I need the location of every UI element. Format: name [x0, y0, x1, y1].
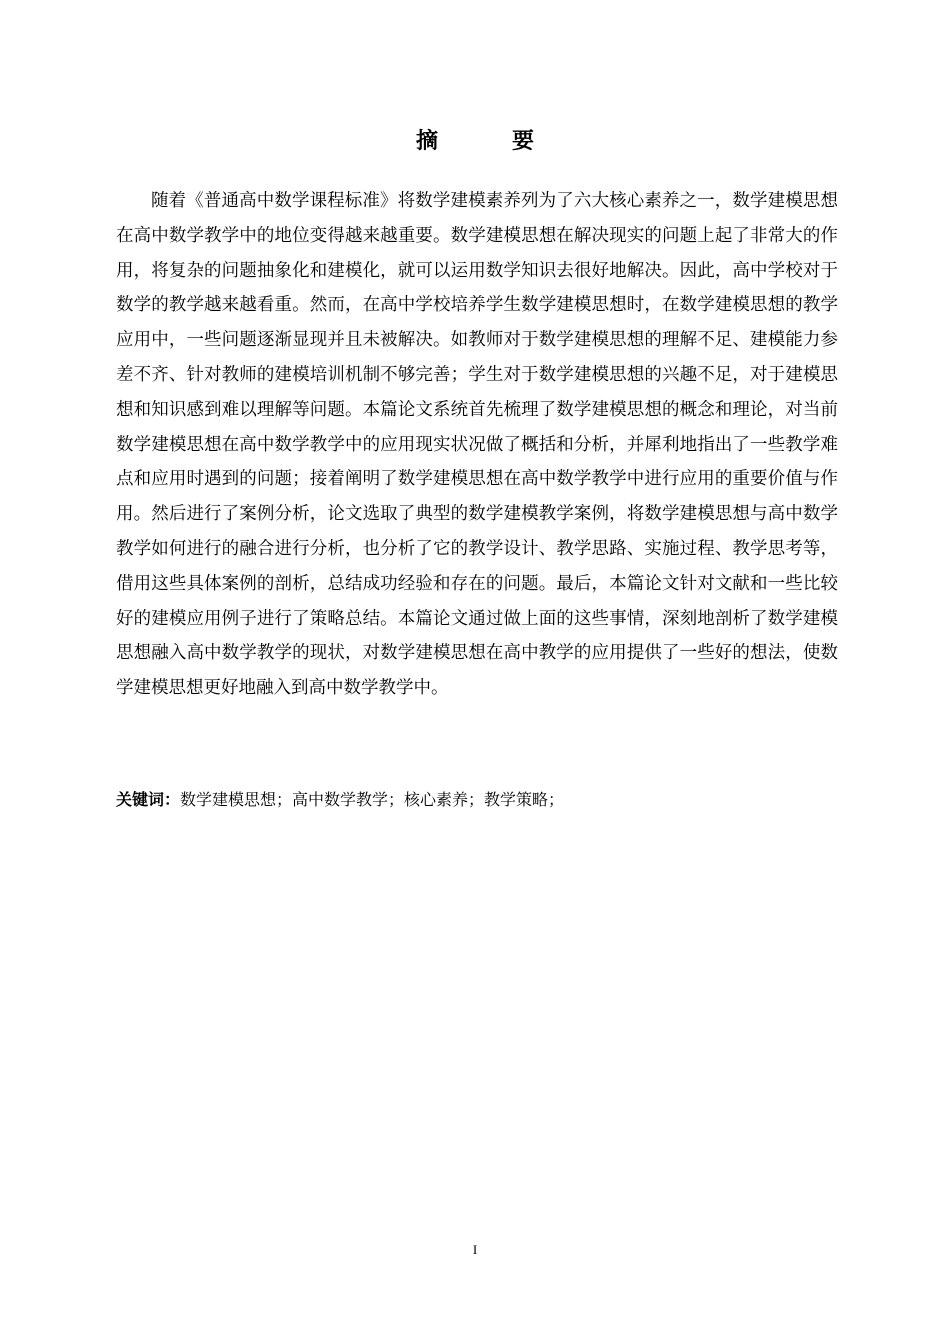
keywords-text: 数学建模思想；高中数学教学；核心素养；教学策略； [180, 790, 565, 809]
abstract-title: 摘 要 [415, 129, 560, 154]
abstract-body: 随着《普通高中数学课程标准》将数学建模素养列为了六大核心素养之一，数学建模思想在高中数学教学中的地位变得越来越重要。数学建模思想在解决现实的问题上起了非常大的作用，将复杂的问题抽象化和建模化，就可以运用数学知识去很好地解决。因此，高中学校对于数学的教学越来越看重。然而，在高中学校培养学生数学建模思想时，在数学建模思想的教学应用中，一些问题逐渐显现并且未被解决。如教师对于数学建模思想的理解不足、建模能力参差不齐、针对教师的建模培训机制不够完善；学生对于数学建模思想的兴趣不足，对于建模思想和知识感到难以理解等问题。本篇论文系统首先梳理了数学建模思想的概念和理论，对当前数学建模思想在高中数学教学中的应用现实状况做了概括和分析，并犀利地指出了一些教学难点和应用时遇到的问题；接着阐明了数学建模思想在高中数学教学中进行应用的重要价值与作用。然后进行了案例分析，论文选取了典型的数学建模教学案例，将数学建模思想与高中数学教学如何进行的融合进行分析，也分析了它的教学设计、教学思路、实施过程、教学思考等，借用这些具体案例的剖析，总结成功经验和存在的问题。最后，本篇论文针对文献和一些比较好的建模应用例子进行了策略总结。本篇论文通过做上面的这些事情，深刻地剖析了数学建模思想融入高中数学教学的现状，对数学建模思想在高中教学的应用提供了一些好的想法，使数学建模思想更好地融入到高中数学教学中。 [116, 191, 838, 699]
keywords-line [116, 785, 838, 815]
page-number: I [472, 1242, 478, 1257]
keywords-label: 关键词： [116, 790, 181, 809]
